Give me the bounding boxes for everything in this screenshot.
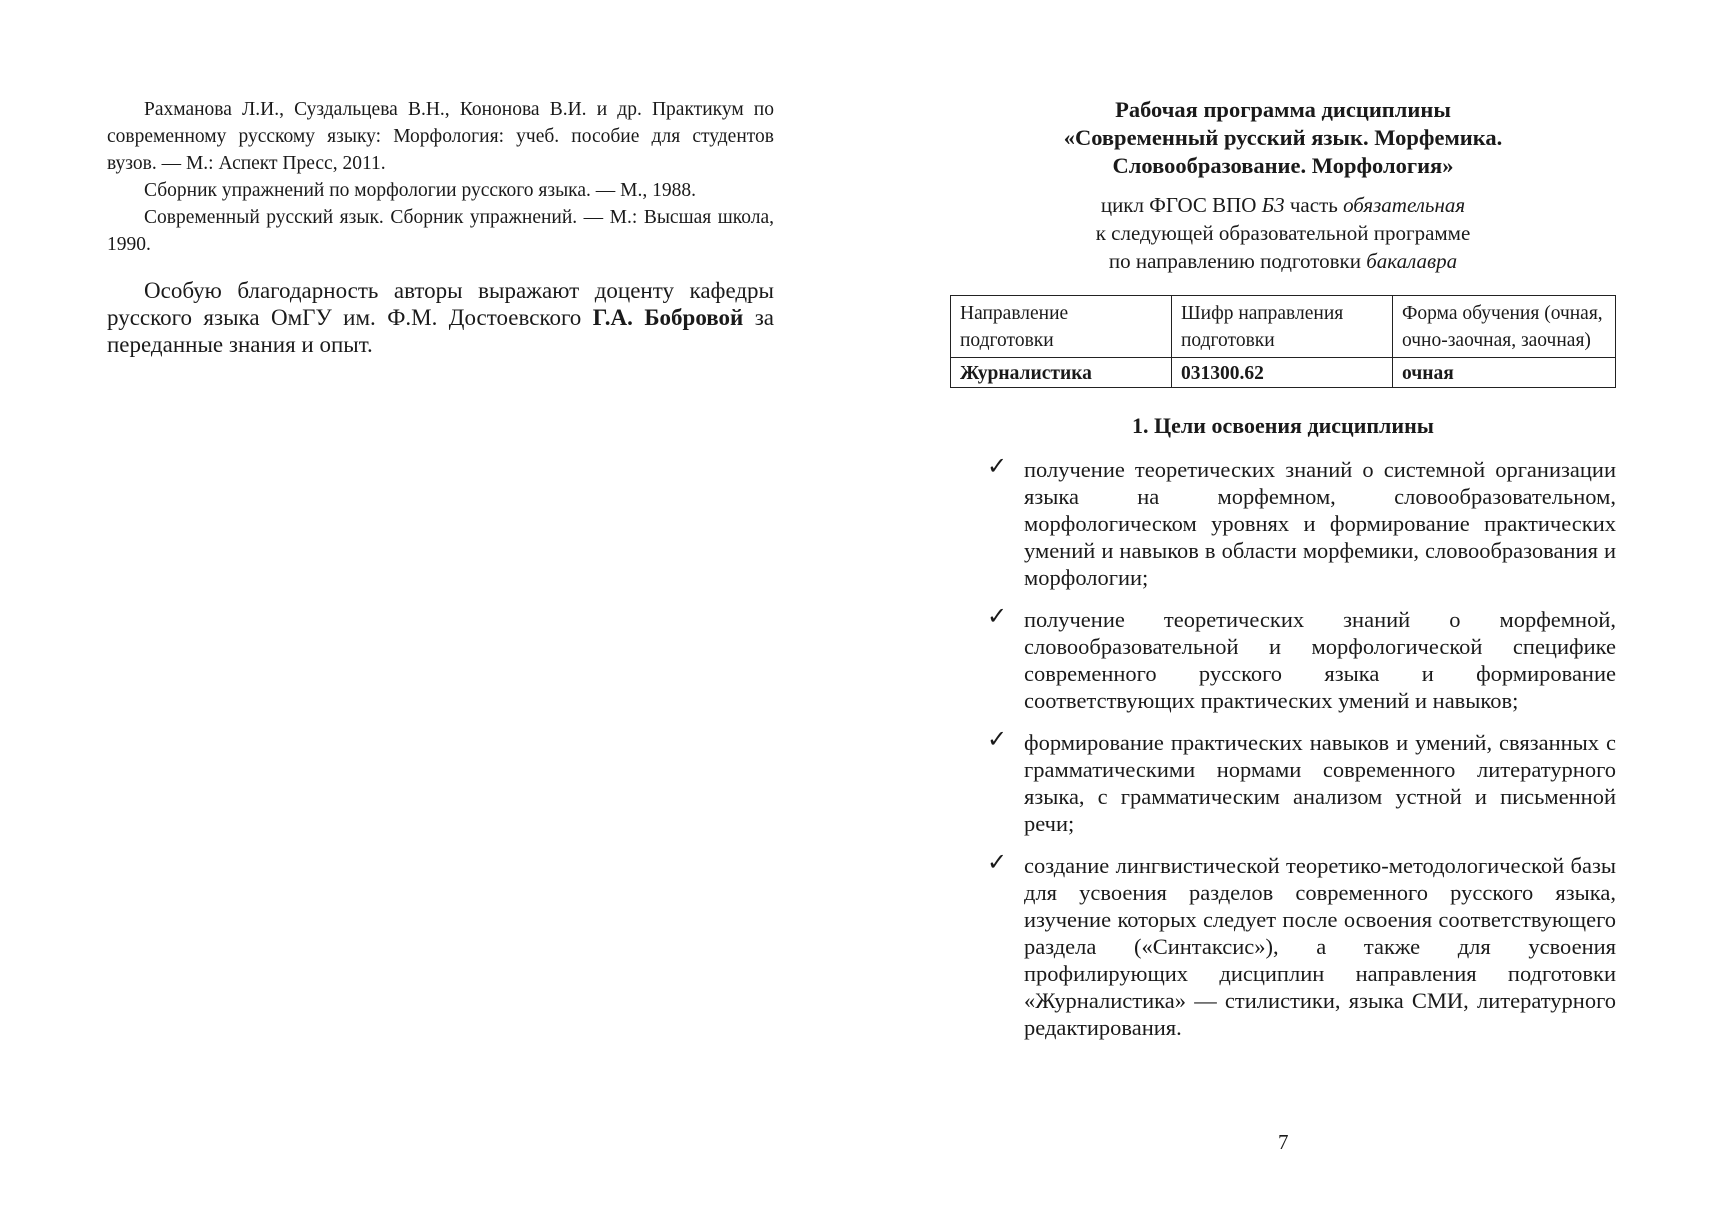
section-heading: 1. Цели освоения дисциплины	[1132, 413, 1434, 438]
program-title-line: «Современный русский язык. Морфемика.	[1063, 125, 1503, 150]
program-line: к следующей образовательной программе	[1095, 221, 1471, 245]
table-cell-form: очная	[1393, 358, 1616, 388]
table-header-cell: Направление подготовки	[951, 296, 1172, 358]
reference-item: Рахманова Л.И., Суздальцева В.Н., Кононова В.И. и др. Практикум по современному русскому языку: Морфология: учеб. пособие для студентов вузов. — М.: Аспект Пресс, 2011.	[107, 99, 774, 174]
reference-item: Современный русский язык. Сборник упражнений. — М.: Высшая школа, 1990.	[107, 207, 774, 255]
reference-item: Сборник упражнений по морфологии русского языка. — М., 1988.	[144, 180, 696, 201]
goal-text: создание лингвистической теоретико-методологической базы для усвоения разделов современного русского языка, изучение которых следует после освоения соответствующего раздела («Синтаксис»), а также для усвоения профилирующих дисциплин направления подготовки «Журналистика» — стилистики, языка СМИ, литературного редактирования.	[1024, 853, 1616, 1040]
goal-text: получение теоретических знаний о системной организации языка на морфемном, словообразовательном, морфологическом уровнях и формирование практических умений и навыков в области морфемики, словообразования и морфологии;	[1024, 457, 1616, 590]
cycle-prefix: цикл ФГОС ВПО	[1100, 193, 1262, 217]
list-item	[950, 606, 1616, 714]
checkmark-icon: ✓	[987, 850, 1008, 876]
table-header-cell: Шифр направления подготовки	[1172, 296, 1393, 358]
table-cell-direction: Журналистика	[951, 358, 1172, 388]
program-subtitle	[950, 191, 1616, 275]
acknowledgement-text: Особую благодарность авторы выражают доценту кафедры русского языка ОмГУ им. Ф.М. Достоевского	[107, 278, 774, 330]
direction-prefix: по направлению подготовки	[1108, 249, 1367, 273]
program-title-line: Словообразование. Морфология»	[1112, 153, 1454, 178]
right-page	[950, 96, 1616, 1056]
cycle-code: Б3	[1261, 193, 1285, 217]
acknowledgement	[107, 277, 774, 358]
page-number: 7	[1278, 1130, 1289, 1154]
left-page	[107, 96, 774, 381]
goal-text: получение теоретических знаний о морфемной, словообразовательной и морфологической специфике современного русского языка и формирование соответствующих практических умений и навыков;	[1024, 607, 1616, 713]
table-header-row	[951, 296, 1616, 358]
list-item	[950, 456, 1616, 591]
program-title-line: Рабочая программа дисциплины	[1115, 97, 1451, 122]
goals-list	[950, 456, 1616, 1041]
list-item	[950, 729, 1616, 837]
cycle-line	[950, 191, 1616, 219]
cycle-mid: часть	[1284, 193, 1344, 217]
acknowledgement-name: Г.А. Бобровой	[592, 305, 744, 330]
direction-line	[950, 247, 1616, 275]
direction-table	[950, 295, 1616, 388]
checkmark-icon: ✓	[987, 454, 1008, 480]
goal-text: формирование практических навыков и умений, связанных с грамматическими нормами современного литературного языка, с грамматическим анализом устной и письменной речи;	[1024, 730, 1616, 836]
table-cell-code: 031300.62	[1172, 358, 1393, 388]
list-item	[950, 852, 1616, 1041]
acknowledgement-text-end: за переданные знания и опыт.	[107, 305, 775, 357]
checkmark-icon: ✓	[987, 727, 1008, 753]
table-header-cell: Форма обучения (очная, очно-заочная, заочная)	[1393, 296, 1616, 358]
direction-degree: бакалавра	[1366, 249, 1458, 273]
cycle-part: обязательная	[1343, 193, 1466, 217]
checkmark-icon: ✓	[987, 604, 1008, 630]
table-row	[951, 358, 1616, 388]
